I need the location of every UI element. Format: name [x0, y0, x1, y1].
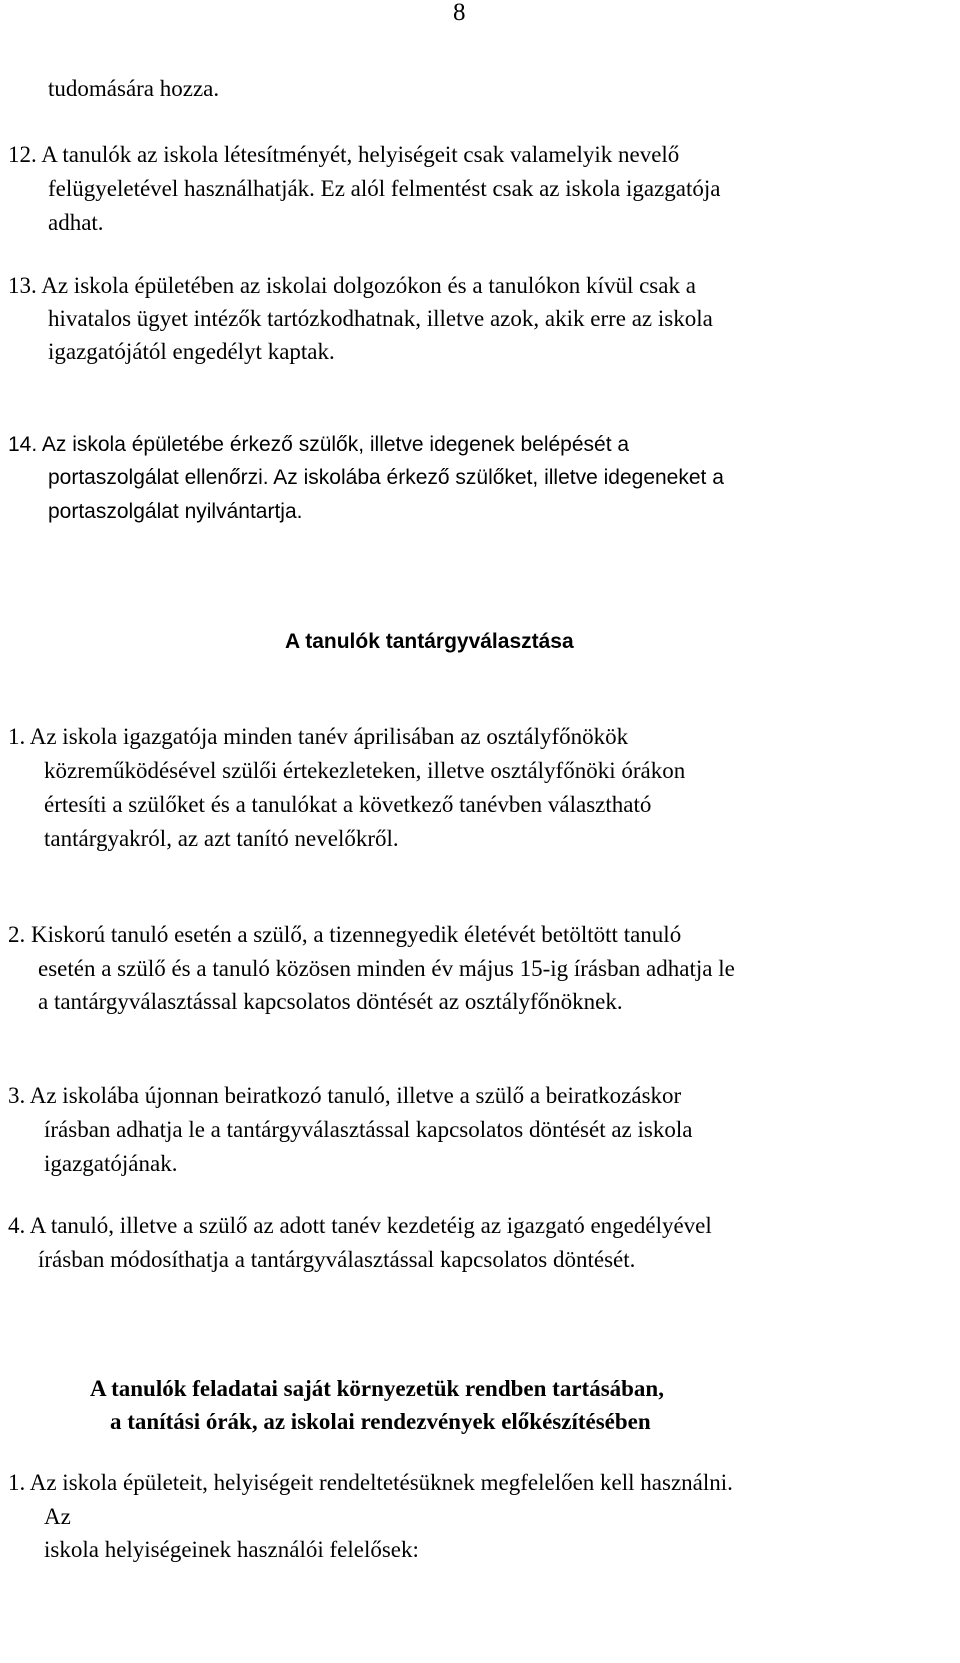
list-item-14-line-2: portaszolgálat ellenőrzi. Az iskolába érkező szülőket, illetve idegeneket a	[48, 466, 724, 489]
list-item-12-line-3: adhat.	[48, 210, 104, 235]
list-item-13-line-2: hivatalos ügyet intézők tartózkodhatnak, illetve azok, akik erre az iskola	[48, 306, 713, 331]
section1-item-4-line-1: 4. A tanuló, illetve a szülő az adott tanév kezdetéig az igazgató engedélyével	[8, 1213, 712, 1238]
section1-item-2-line-2: esetén a szülő és a tanuló közösen minden év május 15-ig írásban adhatja le	[38, 956, 735, 981]
list-item-14-line-1: 14. Az iskola épületébe érkező szülők, illetve idegenek belépését a	[8, 433, 630, 456]
list-item-13-line-1: 13. Az iskola épületében az iskolai dolgozókon és a tanulókon kívül csak a	[8, 273, 696, 298]
section2-item-1-line-3: iskola helyiségeinek használói felelősek:	[44, 1537, 419, 1562]
section1-item-2-line-1: 2. Kiskorú tanuló esetén a szülő, a tizennegyedik életévét betöltött tanuló	[8, 922, 682, 947]
section-heading-tantargyvalasztas: A tanulók tantárgyválasztása	[285, 630, 574, 653]
section1-item-3-line-3: igazgatójának.	[44, 1151, 178, 1176]
section-heading-feladatok-line-2: a tanítási órák, az iskolai rendezvények előkészítésében	[110, 1409, 651, 1434]
list-item-12-line-2: felügyeletével használhatják. Ez alól felmentést csak az iskola igazgatója	[48, 176, 721, 201]
section1-item-4-line-2: írásban módosíthatja a tantárgyválasztással kapcsolatos döntését.	[38, 1247, 636, 1272]
list-item-13-line-3: igazgatójától engedélyt kaptak.	[48, 339, 335, 364]
paragraph-line: tudomására hozza.	[48, 76, 220, 101]
page-number: 8	[453, 0, 466, 26]
section1-item-1-line-1: 1. Az iskola igazgatója minden tanév áprilisában az osztályfőnökök	[8, 724, 629, 749]
section1-item-1-line-2: közreműködésével szülői értekezleteken, illetve osztályfőnöki órákon	[44, 758, 686, 783]
section1-item-3-line-1: 3. Az iskolába újonnan beiratkozó tanuló, illetve a szülő a beiratkozáskor	[8, 1083, 682, 1108]
section1-item-3-line-2: írásban adhatja le a tantárgyválasztással kapcsolatos döntését az iskola	[44, 1117, 693, 1142]
section2-item-1-line-2: Az	[44, 1504, 71, 1529]
list-item-14-line-3: portaszolgálat nyilvántartja.	[48, 500, 303, 523]
section2-item-1-line-1: 1. Az iskola épületeit, helyiségeit rendeltetésüknek megfelelően kell használni.	[8, 1470, 733, 1495]
section1-item-2-line-3: a tantárgyválasztással kapcsolatos döntését az osztályfőnöknek.	[38, 989, 623, 1014]
section1-item-1-line-4: tantárgyakról, az azt tanító nevelőkről.	[44, 826, 399, 851]
list-item-12-line-1: 12. A tanulók az iskola létesítményét, helyiségeit csak valamelyik nevelő	[8, 142, 680, 167]
section1-item-1-line-3: értesíti a szülőket és a tanulókat a következő tanévben választható	[44, 792, 652, 817]
section-heading-feladatok-line-1: A tanulók feladatai saját környezetük rendben tartásában,	[90, 1376, 664, 1401]
